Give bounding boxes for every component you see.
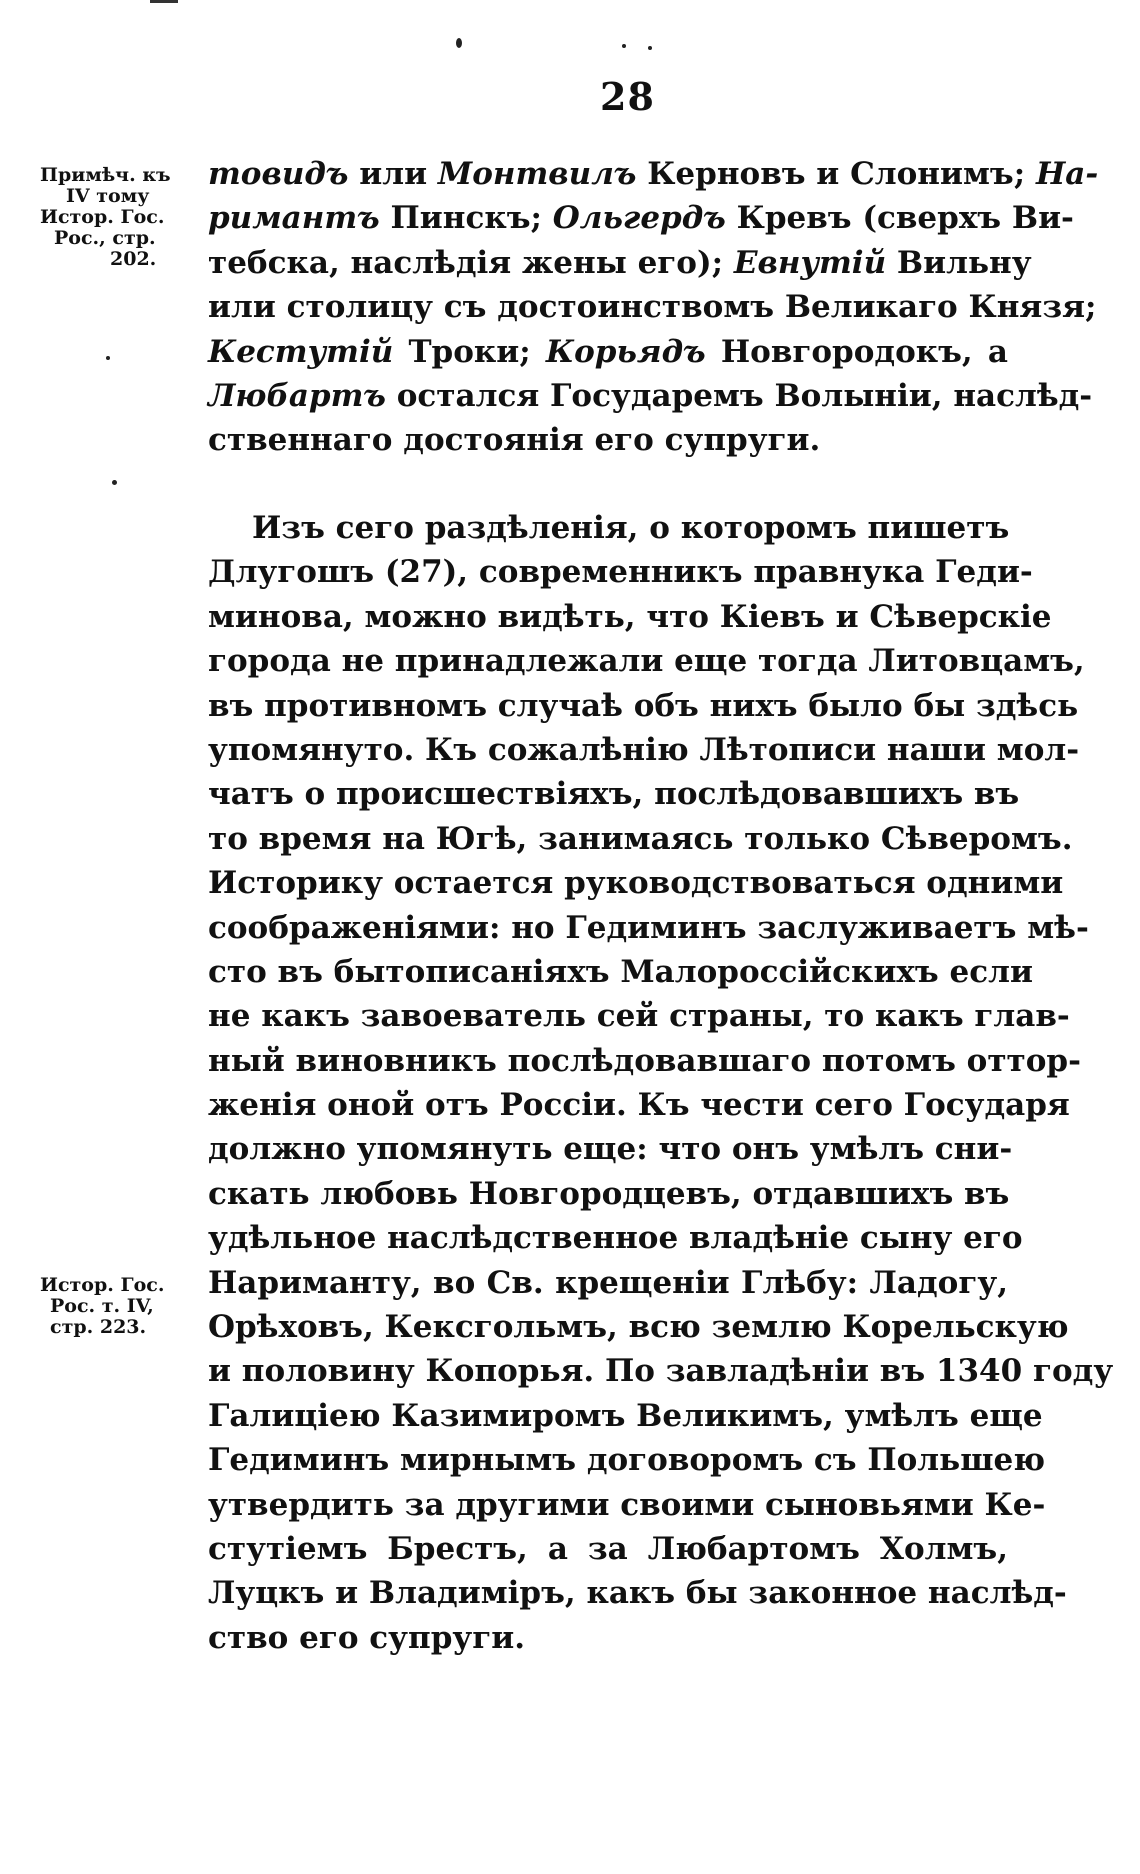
marginal-line: Рос., стр. bbox=[54, 227, 156, 249]
paragraph-1 bbox=[208, 152, 1099, 463]
italic-name: Корьядъ bbox=[545, 333, 706, 370]
text-line bbox=[208, 152, 1099, 196]
text-line bbox=[208, 418, 1008, 462]
text-line: и половину Копорья. По завладѣніи въ 1340 году bbox=[208, 1353, 1114, 1390]
text-line: не какъ завоеватель сей страны, то какъ глав- bbox=[208, 998, 1070, 1035]
italic-name: Евнутій bbox=[733, 244, 887, 281]
text-line: сто въ бытописаніяхъ Малороссійскихъ если bbox=[208, 953, 1033, 990]
marginal-line: Истор. Гос. bbox=[40, 206, 165, 228]
italic-name: римантъ bbox=[208, 200, 380, 237]
text-line: утвердить за другими своими сыновьями Ке- bbox=[208, 1486, 1046, 1523]
italic-name: Кестутій bbox=[208, 333, 394, 370]
text-line: въ противномъ случаѣ объ нихъ было бы здѣсь bbox=[208, 687, 1079, 724]
text-line: должно упомянуть еще: что онъ умѣлъ сни- bbox=[208, 1131, 1013, 1168]
text-line bbox=[208, 241, 1032, 285]
text-line bbox=[208, 330, 1008, 374]
text-line: минова, можно видѣть, что Кіевъ и Сѣверскіе bbox=[208, 598, 1052, 635]
text-segment: Пинскъ; bbox=[379, 200, 553, 237]
text-line bbox=[208, 285, 1097, 329]
text-segment: или столицу съ достоинствомъ Великаго Князя; bbox=[208, 289, 1097, 326]
text-segment: Вильну bbox=[886, 244, 1032, 281]
marginal-line: 202. bbox=[110, 248, 157, 270]
text-line bbox=[208, 196, 1074, 240]
print-speck bbox=[112, 480, 117, 485]
marginal-line: Рос. т. IV, bbox=[50, 1295, 154, 1317]
page-number: 28 bbox=[600, 74, 655, 119]
print-speck bbox=[106, 356, 110, 360]
text-line: упомянуто. Къ сожалѣнію Лѣтописи наши мол- bbox=[208, 731, 1080, 768]
print-speck bbox=[648, 46, 652, 50]
text-line: удѣльное наслѣдственное владѣніе сыну его bbox=[208, 1220, 1023, 1257]
print-speck bbox=[622, 44, 626, 48]
text-line: скать любовь Новгородцевъ, отдавшихъ въ bbox=[208, 1175, 1010, 1212]
top-edge-mark bbox=[150, 0, 178, 3]
marginal-line: стр. 223. bbox=[50, 1316, 147, 1338]
text-line: Гедиминъ мирнымъ договоромъ съ Польшею bbox=[208, 1442, 1046, 1479]
marginal-line: Примѣч. къ bbox=[40, 164, 171, 186]
text-line: чатъ о происшествіяхъ, послѣдовавшихъ въ bbox=[208, 776, 1020, 813]
text-line: Изъ сего раздѣленія, о которомъ пишетъ bbox=[252, 510, 1010, 546]
text-line: Историку остается руководствоваться одними bbox=[208, 865, 1064, 902]
text-line: женія оной отъ Россіи. Къ чести сего Государя bbox=[208, 1087, 1070, 1124]
text-line: ство его супруги. bbox=[208, 1619, 525, 1656]
paragraph-2 bbox=[208, 506, 1114, 1660]
text-line: Длугошъ (27), современникъ правнука Геди- bbox=[208, 554, 1033, 591]
italic-name: На- bbox=[1035, 156, 1099, 192]
text-line: Галиціею Казимиромъ Великимъ, умѣлъ еще bbox=[208, 1397, 1043, 1434]
print-speck bbox=[456, 38, 462, 48]
marginal-note-history bbox=[40, 1275, 210, 1338]
text-segment: Новгородокъ, а bbox=[705, 333, 1008, 370]
marginal-line: IV тому bbox=[66, 185, 150, 207]
text-segment: или bbox=[348, 156, 438, 192]
text-line: ный виновникъ послѣдовавшаго потомъ оттор- bbox=[208, 1042, 1081, 1079]
text-segment: Кревъ (сверхъ Ви- bbox=[725, 200, 1074, 237]
italic-name: Любартъ bbox=[208, 377, 386, 414]
text-line: стутіемъ Брестъ, а за Любартомъ Холмъ, bbox=[208, 1530, 1008, 1567]
text-line: Орѣховъ, Кексгольмъ, всю землю Корельскую bbox=[208, 1309, 1069, 1346]
text-segment: Керновъ и Слонимъ; bbox=[636, 156, 1036, 192]
text-segment: остался Государемъ Волыніи, наслѣд- bbox=[385, 377, 1093, 414]
italic-name: Монтвилъ bbox=[437, 156, 637, 192]
marginal-note-reference bbox=[40, 165, 210, 270]
text-line bbox=[208, 374, 1093, 418]
text-segment: ственнаго достоянія его супруги. bbox=[208, 422, 821, 459]
italic-name: товидъ bbox=[208, 156, 349, 192]
text-line: города не принадлежали еще тогда Литовцамъ, bbox=[208, 643, 1085, 680]
text-line: Луцкъ и Владиміръ, какъ бы законное наслѣд- bbox=[208, 1575, 1067, 1612]
italic-name: Ольгердъ bbox=[552, 200, 726, 237]
text-line: соображеніями: но Гедиминъ заслуживаетъ мѣ- bbox=[208, 909, 1089, 946]
text-segment: тебска, наслѣдія жены его); bbox=[208, 244, 734, 281]
text-line: Нариманту, во Св. крещеніи Глѣбу: Ладогу, bbox=[208, 1264, 1008, 1301]
text-segment: Троки; bbox=[393, 333, 546, 370]
text-line: то время на Югѣ, занимаясь только Сѣверомъ. bbox=[208, 820, 1073, 857]
marginal-line: Истор. Гос. bbox=[40, 1274, 165, 1296]
